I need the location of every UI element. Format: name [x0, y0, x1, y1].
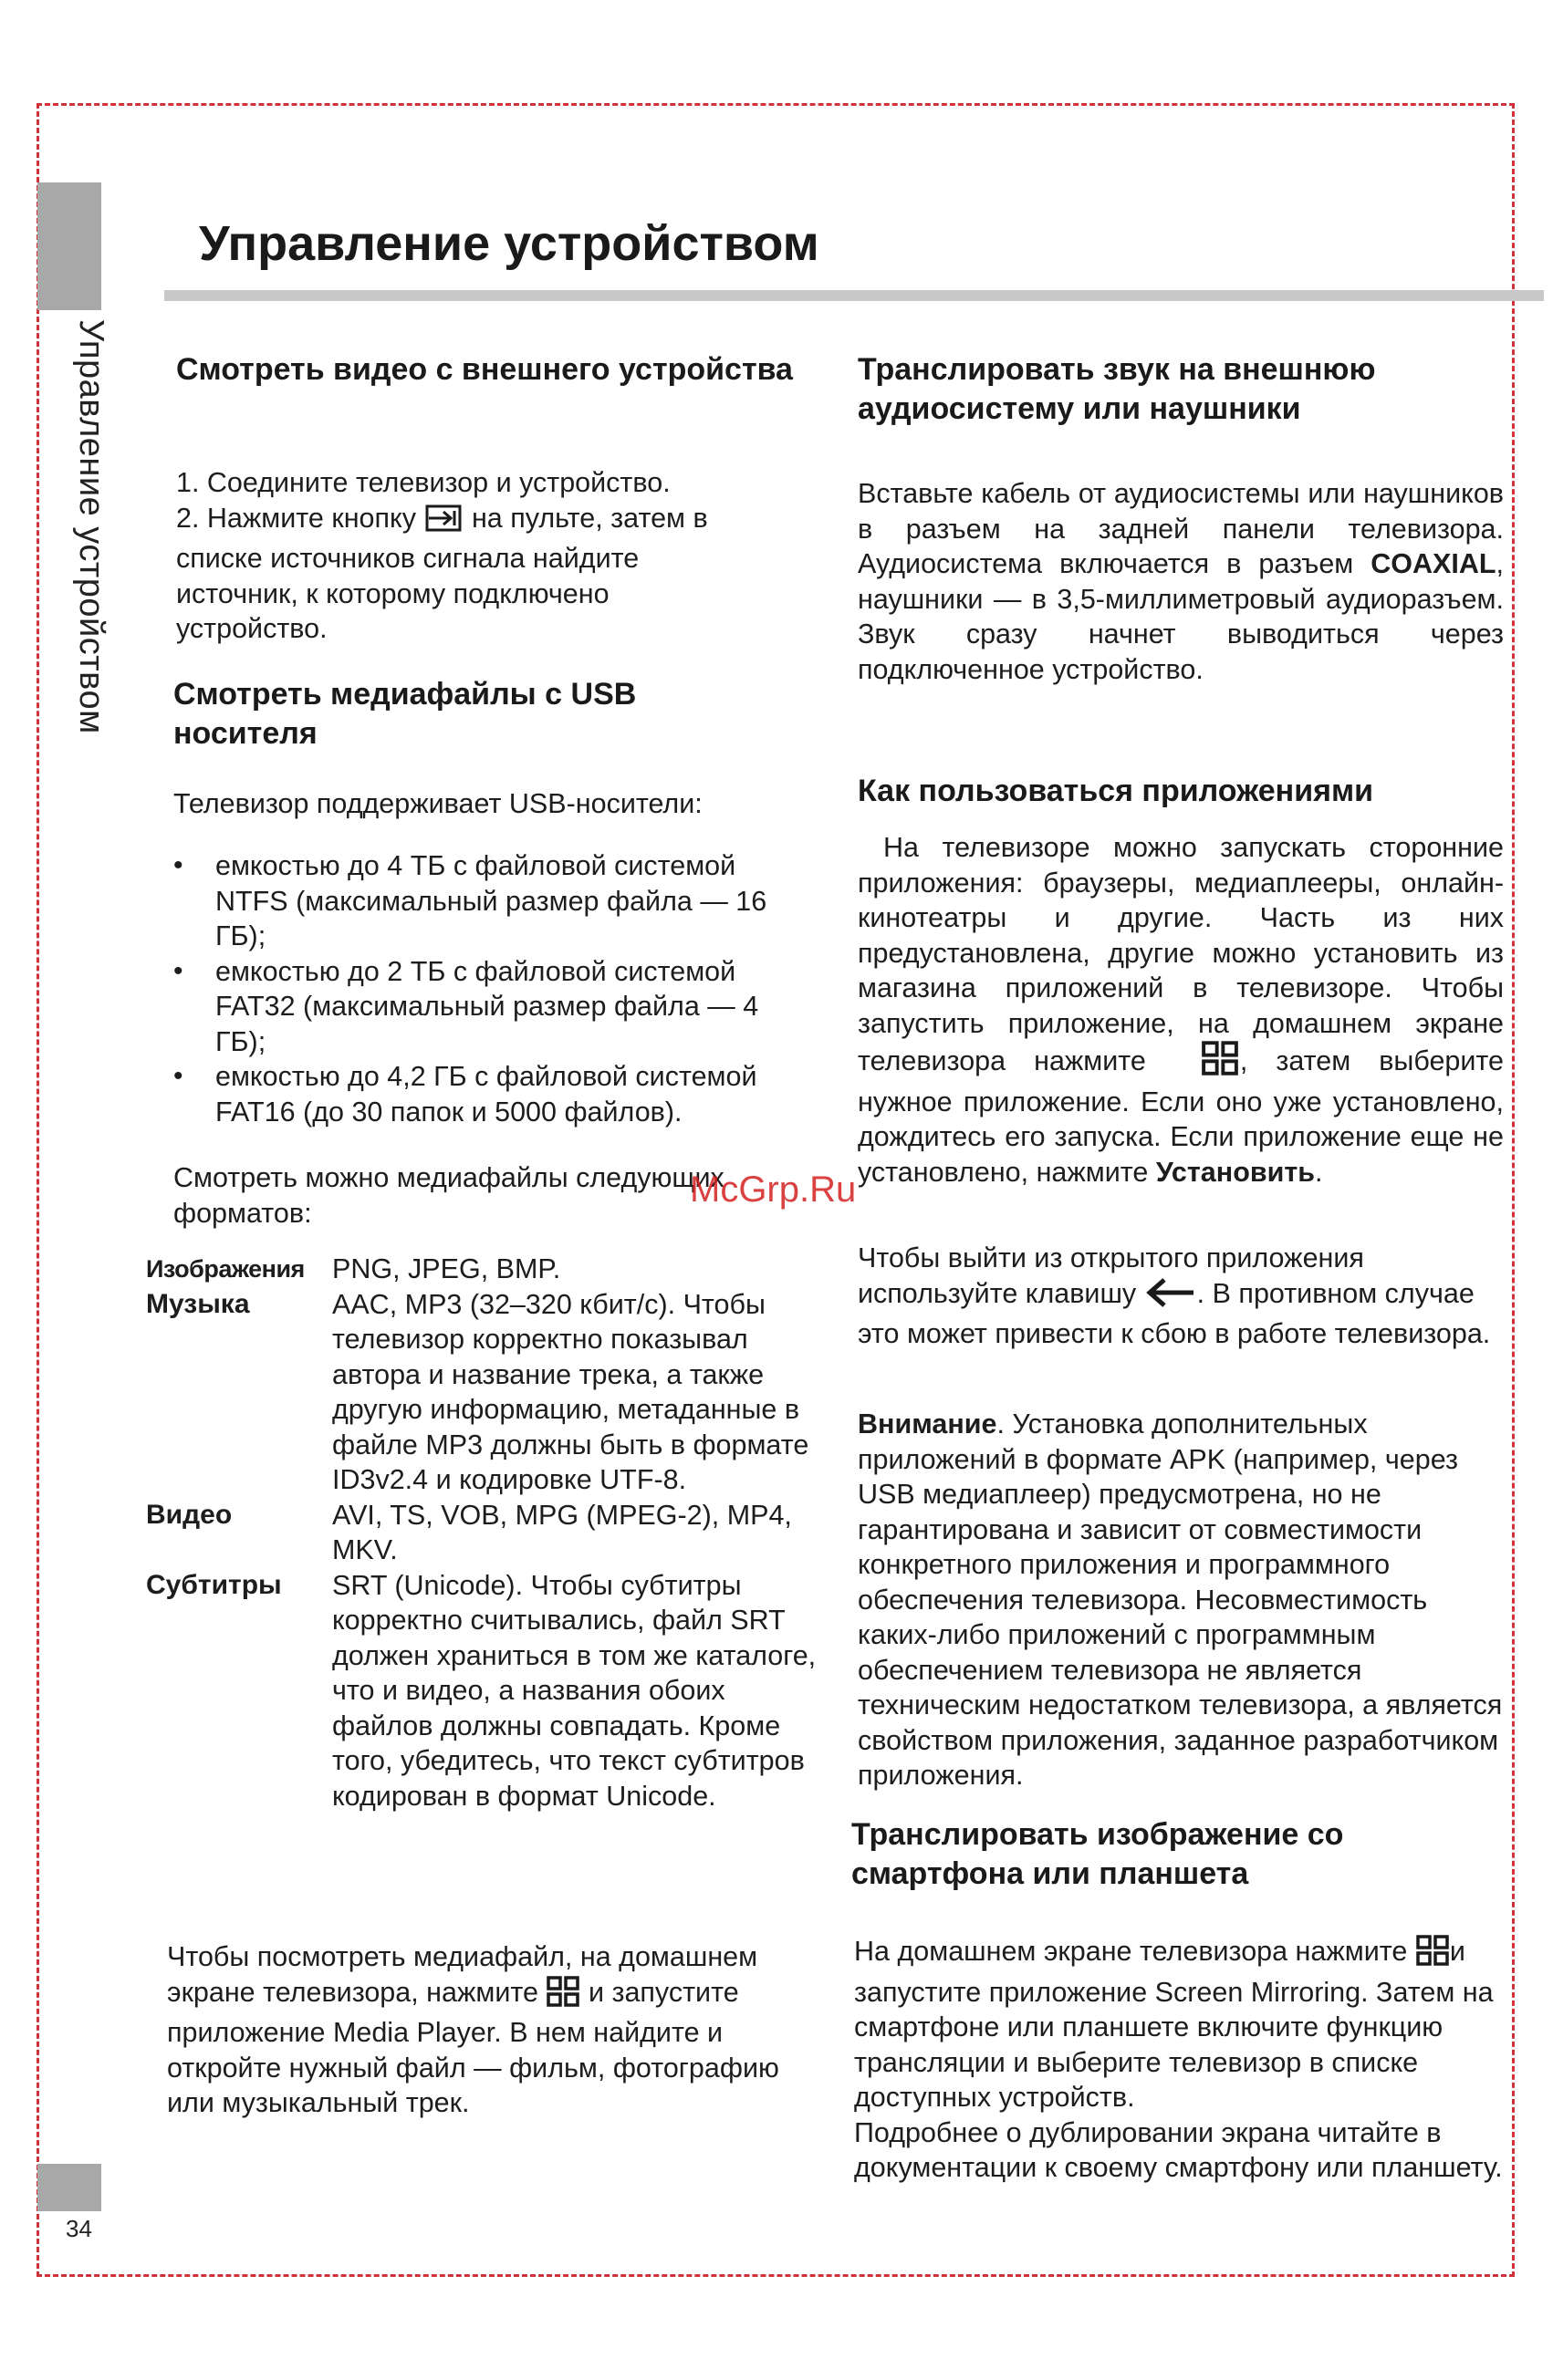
- format-key: Субтитры: [146, 1569, 282, 1600]
- format-row-video: [146, 1498, 821, 1568]
- format-row-music: [146, 1287, 821, 1498]
- page-number: 34: [66, 2215, 92, 2242]
- section-screen-mirroring: [851, 1815, 1417, 1894]
- section-heading: Транслировать звук на внешнюю аудиосистему или наушники: [858, 352, 1376, 426]
- usb-intro: Телевизор поддерживает USB-носители:: [173, 788, 703, 819]
- list-item: • емкостью до 4 ТБ с файловой системой NTFS (максимальный размер файла — 16 ГБ);: [173, 848, 812, 954]
- section-usb-media: [173, 675, 684, 753]
- format-value: AVI, TS, VOB, MPG (MPEG-2), MP4, MKV.: [332, 1499, 792, 1565]
- format-row-images: [146, 1252, 821, 1287]
- apps-grid-icon: [1174, 1041, 1240, 1085]
- section-heading: Как пользоваться приложениями: [858, 774, 1374, 808]
- side-section-label: Управление устройством: [72, 319, 110, 734]
- format-value: SRT (Unicode). Чтобы субтитры корректно считывались, файл SRT должен храниться в том же каталоге, что и видео, а названия обоих файлов должны совпадать. Кроме того, убедитесь, что текст субтитров кодирован в формат Unicode.: [332, 1569, 817, 1812]
- media-player-instructions: Чтобы посмотреть медиафайл, на домашнем экране телевизора, нажмите и запустите приложение Media Player. В нем найдите и откройте нужный файл — фильм, фотографию или музыкальный трек.: [167, 1941, 779, 2118]
- section-heading: Смотреть медиафайлы с USB носителя: [173, 677, 637, 751]
- format-value: AAC, MP3 (32–320 кбит/с). Чтобы телевизор корректно показывал автора и название трека, а также другую информацию, метаданные в файле MP3 должны быть в формате ID3v2.4 и кодировке UTF-8.: [332, 1288, 809, 1495]
- list-item: • емкостью до 4,2 ГБ с файловой системой FAT16 (до 30 папок и 5000 файлов).: [173, 1059, 812, 1129]
- section-apps: [858, 772, 1496, 811]
- formats-intro: Смотреть можно медиафайлы следующих форматов:: [173, 1162, 724, 1229]
- screen-mirroring-text: На домашнем экране телевизора нажмите и запустите приложение Screen Mirroring. Затем на смартфоне или планшете включите функцию трансляции и выберите телевизор в списке доступных устройств. Подробнее о дублировании экрана читайте в документации к своему смартфону или планшету.: [854, 1936, 1503, 2183]
- step-1: 1. Соедините телевизор и устройство.: [176, 467, 671, 498]
- apps-grid-icon: [1415, 1935, 1450, 1975]
- page-title: Управление устройством: [199, 216, 819, 271]
- title-rule: [164, 290, 1544, 301]
- section-heading: Смотреть видео с внешнего устройства: [176, 352, 793, 387]
- step-2: 2. Нажмите кнопку на пульте, затем в: [176, 501, 806, 542]
- section-heading: Транслировать изображение со смартфона или планшета: [851, 1817, 1344, 1891]
- format-row-subtitles: [146, 1568, 821, 1814]
- format-value: PNG, JPEG, BMP.: [332, 1253, 561, 1284]
- formats-table: [146, 1252, 821, 1814]
- apps-warning-paragraph: Внимание. Установка дополнительных приложений в формате APK (например, через USB медиаплеер) предусмотрена, но не гарантирована и зависит от совместимости конкретного приложения и программного обеспечения телевизора. Несовместимость каких-либо приложений с программным обеспечением телевизора не является техническим недостатком телевизора, а является свойством приложения, заданное разработчиком приложения.: [858, 1408, 1503, 1791]
- section-external-audio: [858, 350, 1451, 429]
- list-item: • емкостью до 2 ТБ с файловой системой FAT32 (максимальный размер файла — 4 ГБ);: [173, 954, 812, 1060]
- input-source-icon: [423, 504, 464, 542]
- format-key: Музыка: [146, 1288, 250, 1319]
- usb-capacity-list: [173, 848, 812, 1129]
- apps-paragraph: На телевизоре можно запускать сторонние приложения: браузеры, медиаплееры, онлайн-кинотеатры и другие. Часть из них предустановлена, другие можно установить из магазина приложений в телевизоре. Чтобы запустить приложение, на домашнем экране телевизора нажмите , затем выберите нужное приложение. Если оно уже установлено, дождитесь его запуска. Если приложение еще не установлено, нажмите Установить.: [858, 832, 1504, 1188]
- format-key: Изображения: [146, 1255, 305, 1283]
- section-external-video: [176, 350, 806, 390]
- side-tab-marker: [37, 182, 101, 310]
- apps-grid-icon: [546, 1976, 580, 2016]
- back-arrow-icon: [1144, 1277, 1197, 1317]
- page-number-marker: [37, 2164, 101, 2211]
- watermark: McGrp.Ru: [690, 1169, 857, 1210]
- format-key: Видео: [146, 1499, 233, 1530]
- apps-exit-paragraph: Чтобы выйти из открытого приложения используйте клавишу . В противном случае это может привести к сбою в работе телевизора.: [858, 1242, 1491, 1349]
- external-video-steps: 1. Соедините телевизор и устройство. 2. Нажмите кнопку на пульте, затем в списке источников сигнала найдите источник, к которому подключено устройство.: [176, 465, 806, 647]
- external-audio-text: Вставьте кабель от аудиосистемы или наушников в разъем на задней панели телевизора. Аудиосистема включается в разъем COAXIAL, наушники — в 3,5-миллиметровый аудиоразъем. Звук сразу начнет выводиться через подключенное устройство.: [858, 478, 1504, 685]
